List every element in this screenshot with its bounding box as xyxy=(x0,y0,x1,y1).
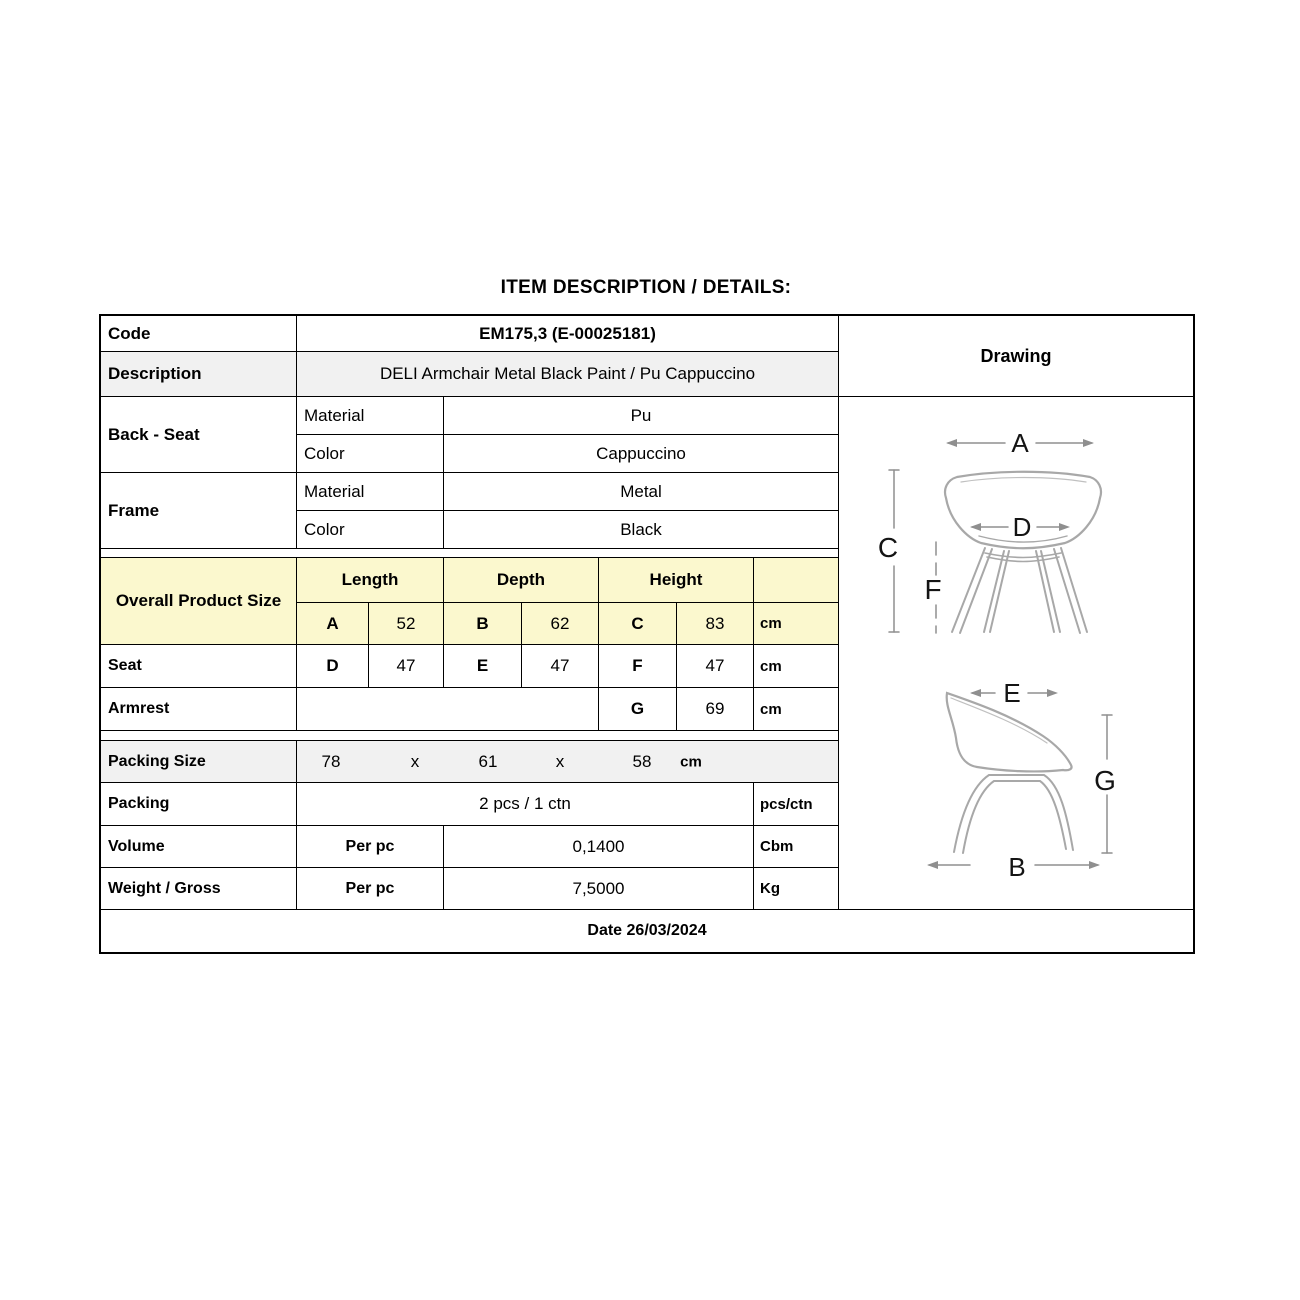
length-header: Length xyxy=(297,558,443,602)
back-seat-color-value: Cappuccino xyxy=(444,435,838,472)
overall-depth-value: 62 xyxy=(522,603,598,644)
overall-height-value: 83 xyxy=(677,603,753,644)
packing-size-sep2: x xyxy=(555,751,565,771)
frame-label: Frame xyxy=(101,473,296,548)
packing-size-dim1: 78 xyxy=(321,751,341,771)
code-value: EM175,3 (E-00025181) xyxy=(297,316,838,351)
overall-unit: cm xyxy=(754,603,838,644)
back-seat-color-label: Color xyxy=(297,435,443,472)
packing-size-sep1: x xyxy=(410,751,420,771)
chair-side-legs xyxy=(954,775,1073,853)
code-label: Code xyxy=(101,316,296,351)
back-seat-material-value: Pu xyxy=(444,397,838,434)
overall-length-key: A xyxy=(297,603,368,644)
frame-material-label: Material xyxy=(297,473,443,510)
seat-depth-value: 47 xyxy=(522,645,598,687)
frame-material-value: Metal xyxy=(444,473,838,510)
date-label: Date 26/03/2024 xyxy=(101,910,1193,952)
drawing-cell xyxy=(839,397,1193,909)
packing-size-value xyxy=(297,741,838,782)
armrest-unit: cm xyxy=(754,688,838,730)
overall-size-label: Overall Product Size xyxy=(101,558,296,644)
seat-depth-key: E xyxy=(444,645,521,687)
volume-value: 0,1400 xyxy=(444,826,753,867)
packing-unit: pcs/ctn xyxy=(754,783,838,825)
packing-value: 2 pcs / 1 ctn xyxy=(297,783,753,825)
dim-label-d: D xyxy=(1012,512,1032,542)
back-seat-label: Back - Seat xyxy=(101,397,296,472)
seat-label: Seat xyxy=(101,645,296,687)
weight-per-label: Per pc xyxy=(297,868,443,909)
armrest-height-key: G xyxy=(599,688,676,730)
height-header: Height xyxy=(599,558,753,602)
description-value: DELI Armchair Metal Black Paint / Pu Cappuccino xyxy=(297,352,838,396)
weight-value: 7,5000 xyxy=(444,868,753,909)
frame-color-value: Black xyxy=(444,511,838,548)
volume-per-label: Per pc xyxy=(297,826,443,867)
description-label: Description xyxy=(101,352,296,396)
overall-depth-key: B xyxy=(444,603,521,644)
page-title: ITEM DESCRIPTION / DETAILS: xyxy=(500,277,792,298)
packing-label: Packing xyxy=(101,783,296,825)
packing-size-dim2: 61 xyxy=(478,751,498,771)
volume-label: Volume xyxy=(101,826,296,867)
packing-size-label: Packing Size xyxy=(101,741,296,782)
spec-table xyxy=(99,314,1195,954)
frame-color-label: Color xyxy=(297,511,443,548)
dim-label-b: B xyxy=(1008,852,1026,882)
seat-length-value: 47 xyxy=(369,645,443,687)
chair-front-view xyxy=(878,428,1101,633)
seat-length-key: D xyxy=(297,645,368,687)
packing-size-dim3: 58 xyxy=(632,751,652,771)
armrest-empty-cell xyxy=(297,688,598,730)
armrest-height-value: 69 xyxy=(677,688,753,730)
section-divider xyxy=(101,549,838,557)
dim-label-f: F xyxy=(924,574,942,605)
chair-drawing xyxy=(839,397,1193,909)
overall-length-value: 52 xyxy=(369,603,443,644)
chair-side-view xyxy=(927,678,1116,882)
volume-unit: Cbm xyxy=(754,826,838,867)
dim-label-g: G xyxy=(1094,765,1116,796)
size-header-empty-cell xyxy=(754,558,838,602)
weight-unit: Kg xyxy=(754,868,838,909)
packing-size-unit: cm xyxy=(680,753,702,770)
seat-height-value: 47 xyxy=(677,645,753,687)
depth-header: Depth xyxy=(444,558,598,602)
dim-label-c: C xyxy=(877,532,899,563)
back-seat-material-label: Material xyxy=(297,397,443,434)
weight-label: Weight / Gross xyxy=(101,868,296,909)
dim-label-a: A xyxy=(1011,428,1029,458)
overall-height-key: C xyxy=(599,603,676,644)
seat-unit: cm xyxy=(754,645,838,687)
seat-height-key: F xyxy=(599,645,676,687)
drawing-header: Drawing xyxy=(839,316,1193,396)
armrest-label: Armrest xyxy=(101,688,296,730)
dim-label-e: E xyxy=(1003,678,1021,708)
section-divider xyxy=(101,731,838,740)
chair-front-legs xyxy=(952,548,1087,633)
